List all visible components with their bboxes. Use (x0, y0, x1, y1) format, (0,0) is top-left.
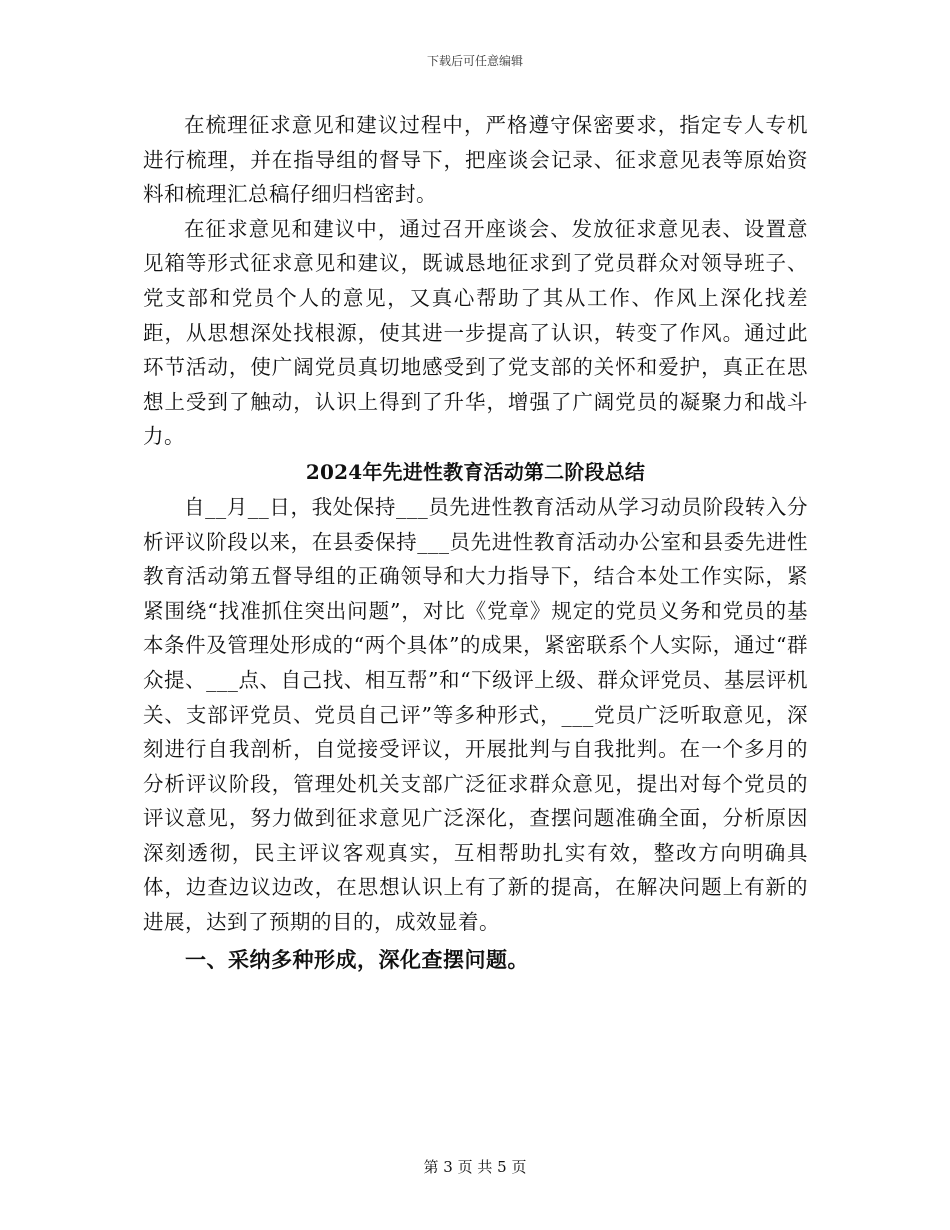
document-body (143, 108, 808, 980)
section-title: 2024年先进性教育活动第二阶段总结 (305, 459, 646, 484)
body-paragraph: 自__月__日，我处保持___员先进性教育活动从学习动员阶段转入分析评议阶段以来，在县委保持___员先进性教育活动办公室和县委先进性教育活动第五督导组的正确领导和大力指导下，结合本处工作实际，紧紧围绕“找准抓住突出问题”，对比《党章》规定的党员义务和党员的基本条件及管理处形成的“两个具体”的成果，紧密联系个人实际，通过“群众提、___点、自己找、相互帮”和“下级评上级、群众评党员、基层评机关、支部评党员、党员自己评”等多种形式，___党员广泛听取意见，深刻进行自我剖析，自觉接受评议，开展批判与自我批判。在一个多月的分析评议阶段，管理处机关支部广泛征求群众意见，提出对每个党员的评议意见，努力做到征求意见广泛深化，查摆问题准确全面，分析原因深刻透彻，民主评议客观真实，互相帮助扎实有效，整改方向明确具体，边查边议边改，在思想认识上有了新的提高，在解决问题上有新的进展，达到了预期的目的，成效显着。 (143, 494, 808, 935)
header-note: 下载后可任意编辑 (426, 54, 523, 68)
page-number: 第 3 页 共 5 页 (423, 1158, 527, 1176)
subheading: 一、采纳多种形成，深化查摆问题。 (185, 946, 529, 972)
body-paragraph: 在征求意见和建议中，通过召开座谈会、发放征求意见表、设置意见箱等形式征求意见和建议，既诚恳地征求到了党员群众对领导班子、党支部和党员个人的意见，又真心帮助了其从工作、作风上深化找差距，从思想深处找根源，使其进一步提高了认识，转变了作风。通过此环节活动，使广阔党员真切地感受到了党支部的关怀和爱护，真正在思想上受到了触动，认识上得到了升华，增强了广阔党员的凝聚力和战斗力。 (143, 216, 808, 449)
body-paragraph: 在梳理征求意见和建议过程中，严格遵守保密要求，指定专人专机进行梳理，并在指导组的督导下，把座谈会记录、征求意见表等原始资料和梳理汇总稿仔细归档密封。 (143, 113, 808, 207)
